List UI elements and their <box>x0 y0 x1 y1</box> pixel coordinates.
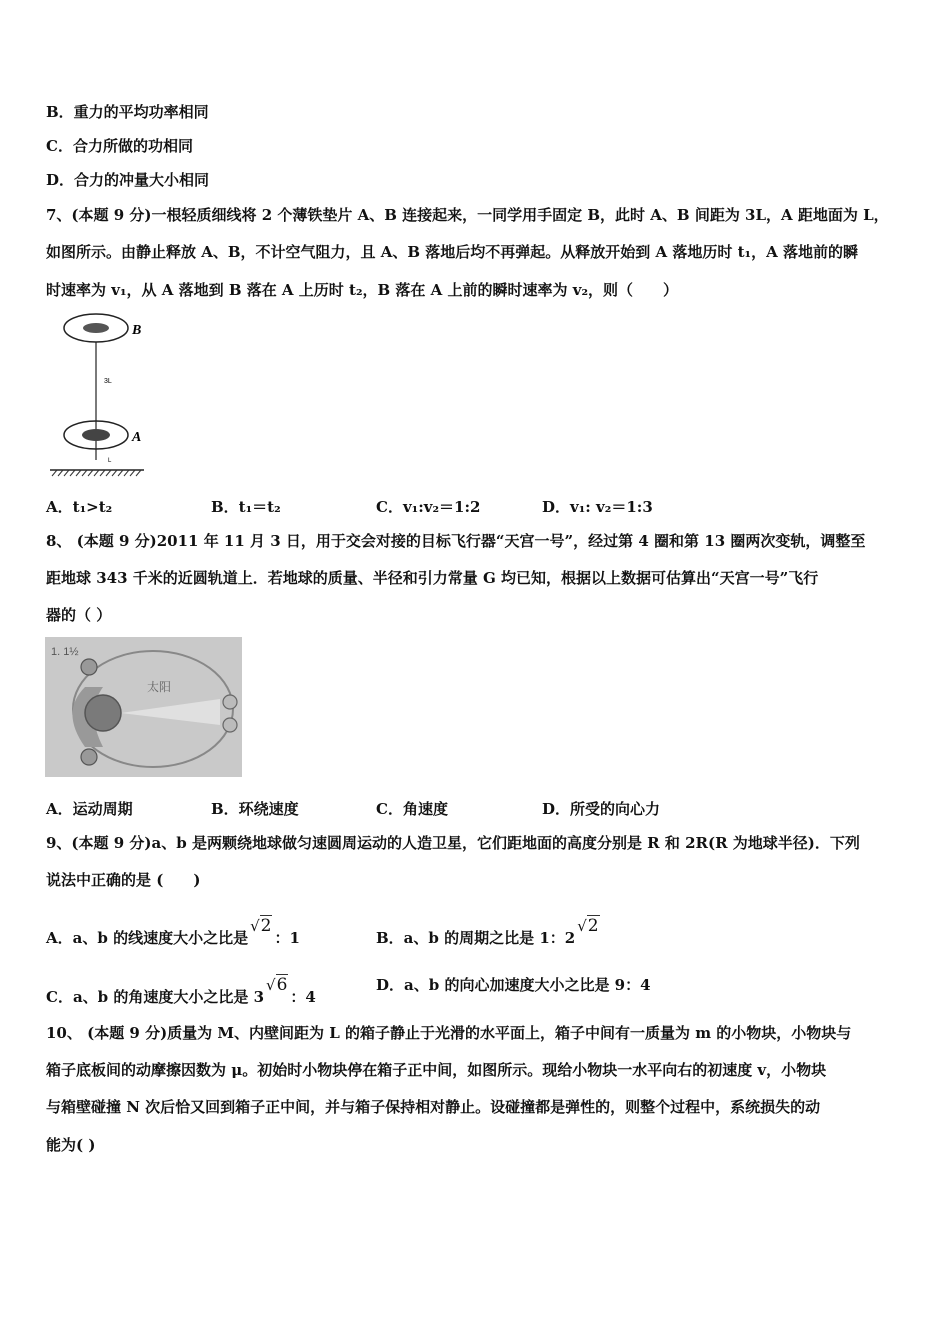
q6-option-b: B．重力的平均功率相同 <box>46 103 209 121</box>
q7-option-b: B．t₁＝t₂ <box>211 498 281 516</box>
label-3l: 3L <box>104 378 112 385</box>
q9-option-c-text: C．a、b 的角速度大小之比是 3 <box>46 988 265 1006</box>
q7-stem-line-2: 如图所示。由静止释放 A、B，不计空气阻力，且 A、B 落地后均不再弹起。从释放开始到 A 落地历时 t₁，A 落地前的瞬 <box>46 243 858 261</box>
disc-b-hole <box>83 323 109 333</box>
q8-stem-line-3: 器的（ ） <box>46 606 112 624</box>
ground-hatch <box>52 470 141 476</box>
q8-stem-line-1: 8、 (本题 9 分)2011 年 11 月 3 日，用于交会对接的目标飞行器“天宫一号”，经过第 4 圈和第 13 圈两次变轨，调整至 <box>46 532 866 550</box>
q8-option-b: B．环绕速度 <box>211 800 299 818</box>
q8-stem-line-2: 距地球 343 千米的近圆轨道上．若地球的质量、半径和引力常量 G 均已知，根据以上数据可估算出“天宫一号”飞行 <box>46 569 819 587</box>
q9-option-a-text: A．a、b 的线速度大小之比是 <box>46 929 249 947</box>
q8-option-a: A．运动周期 <box>46 800 133 818</box>
satellite-bottom <box>81 749 97 765</box>
q10-stem-line-1: 10、 (本题 9 分)质量为 M、内壁间距为 L 的箱子静止于光滑的水平面上，箱子中间有一质量为 m 的小物块，小物块与 <box>46 1024 852 1042</box>
q6-option-d: D．合力的冲量大小相同 <box>46 171 210 189</box>
q7-figure <box>46 310 156 478</box>
radicand: 2 <box>260 916 272 936</box>
q10-stem-line-3: 与箱壁碰撞 N 次后恰又回到箱子正中间，并与箱子保持相对静止。设碰撞都是弹性的，则整个过程中，系统损失的动 <box>46 1098 821 1116</box>
q7-stem-line-3: 时速率为 v₁，从 A 落地到 B 落在 A 上历时 t₂，B 落在 A 上前的瞬时速率为 v₂，则（ ） <box>46 281 679 299</box>
q8-orbit-figure <box>45 637 242 777</box>
q8-option-d: D．所受的向心力 <box>542 800 661 818</box>
sqrt-symbol: √2 <box>250 916 272 936</box>
q9-option-b <box>376 916 602 948</box>
label-b: B <box>132 323 142 338</box>
corner-label: 1. 1½ <box>51 646 79 658</box>
q9-option-c-ratio: ：4 <box>290 988 316 1006</box>
q7-option-a: A．t₁>t₂ <box>46 498 113 516</box>
satellite-right-1 <box>223 695 237 709</box>
earth <box>85 695 121 731</box>
q9-option-a <box>46 916 300 948</box>
q9-option-c <box>46 975 316 1007</box>
disc-a-hole <box>82 429 110 441</box>
radicand: 2 <box>587 916 599 936</box>
q9-stem-line-1: 9、(本题 9 分)a、b 是两颗绕地球做匀速圆周运动的人造卫星，它们距地面的高度分别是 R 和 2R(R 为地球半径)．下列 <box>46 834 860 852</box>
q9-option-d: D．a、b 的向心加速度大小之比是 9：4 <box>376 976 651 994</box>
q7-stem-line-1: 7、(本题 9 分)一根轻质细线将 2 个薄铁垫片 A、B 连接起来，一同学用手固定 B，此时 A、B 间距为 3L，A 距地面为 L， <box>46 206 889 224</box>
q7-option-c: C．v₁:v₂＝1:2 <box>376 498 481 516</box>
radicand: 6 <box>276 975 288 995</box>
satellite-top <box>81 659 97 675</box>
q8-option-c: C．角速度 <box>376 800 448 818</box>
q10-stem-line-2: 箱子底板间的动摩擦因数为 μ。初始时小物块停在箱子正中间，如图所示。现给小物块一水平向右的初速度 v，小物块 <box>46 1061 827 1079</box>
q7-option-d: D．v₁: v₂＝1:3 <box>542 498 653 516</box>
sqrt-symbol: √6 <box>266 975 288 995</box>
q9-option-b-text: B．a、b 的周期之比是 1：2 <box>376 929 576 947</box>
sun-label: 太阳 <box>147 680 172 694</box>
q9-stem-line-2: 说法中正确的是 ( ) <box>46 871 201 889</box>
satellite-right-2 <box>223 718 237 732</box>
label-l: L <box>108 458 112 464</box>
q6-option-c: C．合力所做的功相同 <box>46 137 193 155</box>
q9-option-a-ratio: ：1 <box>274 929 300 947</box>
sqrt-symbol: √2 <box>577 916 599 936</box>
label-a: A <box>132 430 142 445</box>
q10-stem-line-4: 能为( ) <box>46 1136 96 1154</box>
